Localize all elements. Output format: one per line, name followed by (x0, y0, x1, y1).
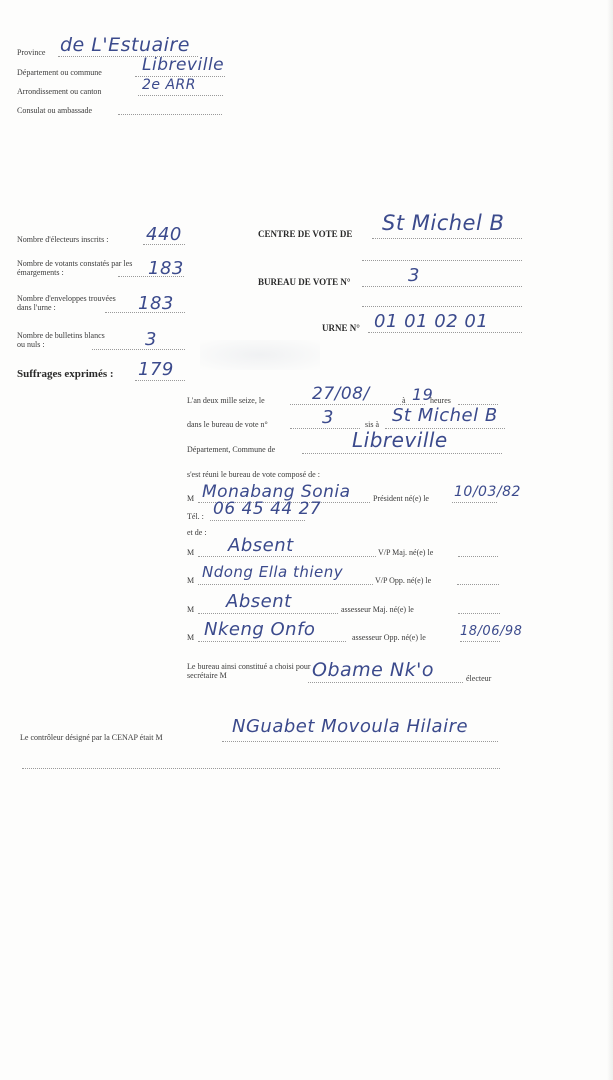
commune-label: Département, Commune de (187, 445, 276, 454)
arrondissement-label: Arrondissement ou canton (17, 87, 102, 96)
departement-value: Libreville (142, 55, 225, 75)
ass-maj-value: Absent (226, 591, 292, 612)
ass-opp-m-label: M (187, 633, 195, 642)
bulletins-value: 3 (145, 329, 157, 350)
vp-maj-value: Absent (228, 535, 294, 556)
ass-opp-value: Nkeng Onfo (204, 619, 316, 640)
vp-opp-value: Ndong Ella thieny (202, 563, 344, 581)
vp-opp-dob-line (457, 584, 499, 585)
centre-line-2 (362, 260, 522, 261)
scan-smudge (200, 340, 320, 370)
bureau-line (362, 286, 522, 287)
president-value: Monabang Sonia (202, 482, 351, 502)
vp-maj-line (198, 556, 376, 557)
bureau-n-value: 3 (322, 407, 334, 428)
reuni-label: s'est réuni le bureau de vote composé de : (187, 470, 320, 479)
centre-value: St Michel B (382, 211, 505, 235)
vp-opp-m-label: M (187, 576, 195, 585)
inscrits-label: Nombre d'électeurs inscrits : (17, 235, 109, 244)
centre-label: CENTRE DE VOTE DE (258, 229, 353, 239)
bureau-value: 3 (408, 265, 420, 286)
suffrages-value: 179 (138, 359, 174, 380)
consulat-line (118, 114, 222, 115)
vp-maj-label: V/P Maj. né(e) le (378, 548, 434, 557)
ass-maj-line (198, 613, 338, 614)
urne-label: URNE N° (322, 323, 360, 333)
ass-maj-dob-line (458, 613, 500, 614)
controleur-line-2 (22, 768, 500, 769)
sis-value: St Michel B (392, 405, 498, 426)
president-dob: 10/03/82 (454, 484, 521, 500)
bulletins-label: Nombre de bulletins blancs ou nuls : (17, 331, 105, 349)
departement-label: Département ou commune (17, 68, 102, 77)
sis-label: sis à (365, 420, 379, 429)
centre-line (372, 238, 522, 239)
vp-maj-m-label: M (187, 548, 195, 557)
suffrages-label: Suffrages exprimés : (17, 368, 114, 380)
enveloppes-label: Nombre d'enveloppes trouvées dans l'urne : (17, 294, 116, 312)
inscrits-value: 440 (146, 224, 182, 245)
vp-maj-dob-line (458, 556, 498, 557)
vp-opp-label: V/P Opp. né(e) le (375, 576, 432, 585)
commune-line (302, 453, 502, 454)
urne-line (368, 332, 522, 333)
an-label: L'an deux mille seize, le (187, 396, 265, 405)
hour-value: 19 (412, 385, 434, 404)
tel-label: Tél. : (187, 512, 204, 521)
president-dob-line (452, 502, 497, 503)
enveloppes-value: 183 (138, 293, 174, 314)
consulat-label: Consulat ou ambassade (17, 106, 93, 115)
suffrages-line (135, 380, 185, 381)
arrondissement-line (138, 95, 223, 96)
vp-opp-line (198, 584, 373, 585)
ass-opp-line (198, 641, 346, 642)
secretaire-line (308, 682, 463, 683)
controleur-value: NGuabet Movoula Hilaire (232, 716, 469, 737)
commune-value: Libreville (352, 428, 448, 452)
hour-prefix: à (402, 396, 406, 405)
ass-maj-m-label: M (187, 605, 195, 614)
electeur-label: électeur (466, 674, 492, 683)
tel-line (210, 520, 305, 521)
bureau-n-line (290, 428, 360, 429)
secretaire-value: Obame Nk'o (312, 659, 434, 681)
province-value: de L'Estuaire (60, 34, 190, 56)
urne-value: 01 01 02 01 (374, 311, 489, 332)
bureau-line-2 (362, 306, 522, 307)
bulletins-line (92, 349, 185, 350)
scan-edge (607, 0, 613, 1080)
heures-label: heures (430, 396, 451, 405)
controleur-label: Le contrôleur désigné par la CENAP était M (20, 733, 163, 742)
president-m-label: M (187, 494, 195, 503)
ass-maj-label: assesseur Maj. né(e) le (341, 605, 414, 614)
province-label: Province (17, 48, 46, 57)
votants-label: Nombre de votants constatés par les émargements : (17, 259, 133, 277)
ass-opp-dob: 18/06/98 (460, 624, 523, 639)
bureau-n-label: dans le bureau de vote n° (187, 420, 268, 429)
ass-opp-label: assesseur Opp. né(e) le (352, 633, 426, 642)
bureau-label: BUREAU DE VOTE N° (258, 277, 351, 287)
controleur-line (222, 741, 498, 742)
votants-value: 183 (148, 258, 184, 279)
tel-value: 06 45 44 27 (213, 499, 322, 519)
date-value: 27/08/ (312, 384, 370, 404)
ass-opp-dob-line (460, 641, 500, 642)
etde-label: et de : (187, 528, 207, 537)
arrondissement-value: 2e ARR (142, 77, 197, 93)
secretaire-label: Le bureau ainsi constitué a choisi pour secrétaire M (187, 662, 311, 680)
president-label: Président né(e) le (373, 494, 429, 503)
